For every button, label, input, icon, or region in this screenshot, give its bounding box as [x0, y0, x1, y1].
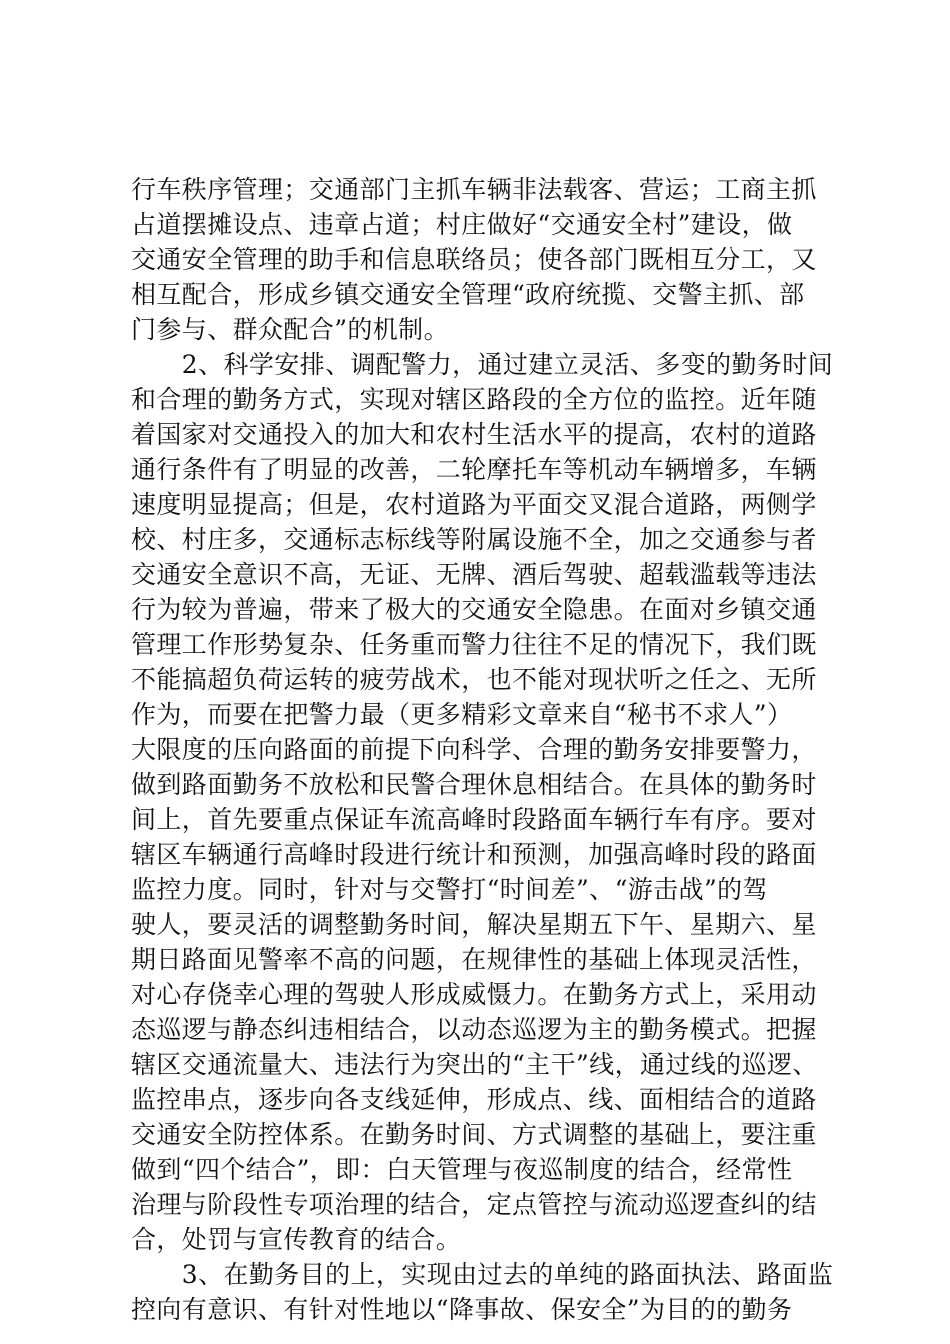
text-line: 占道摆摊设点、违章占道；村庄做好“交通安全村”建设，做	[131, 210, 793, 239]
text-line: 行为较为普遍，带来了极大的交通安全隐患。在面对乡镇交通	[131, 595, 817, 624]
text-line: 做到“四个结合”，即：白天管理与夜巡制度的结合，经常性	[131, 1155, 793, 1184]
text-line: 对心存侥幸心理的驾驶人形成威慑力。在勤务方式上，采用动	[131, 980, 817, 1009]
text-line: 门参与、群众配合”的机制。	[131, 315, 449, 344]
text-line: 行车秩序管理；交通部门主抓车辆非法载客、营运；工商主抓	[131, 175, 817, 204]
text-line: 态巡逻与静态纠违相结合，以动态巡逻为主的勤务模式。把握	[131, 1015, 817, 1044]
text-line: 辖区车辆通行高峰时段进行统计和预测，加强高峰时段的路面	[131, 840, 817, 869]
text-line: 做到路面勤务不放松和民警合理休息相结合。在具体的勤务时	[131, 770, 817, 799]
text-line: 控向有意识、有针对性地以“降事故、保安全”为目的的勤务	[131, 1295, 793, 1324]
text-line: 监控力度。同时，针对与交警打“时间差”、“游击战”的驾	[131, 875, 768, 904]
text-line: 相互配合，形成乡镇交通安全管理“政府统揽、交警主抓、部	[131, 280, 805, 309]
text-line: 通行条件有了明显的改善，二轮摩托车等机动车辆增多，车辆	[131, 455, 817, 484]
text-line: 着国家对交通投入的加大和农村生活水平的提高，农村的道路	[131, 420, 817, 449]
text-line: 交通安全防控体系。在勤务时间、方式调整的基础上，要注重	[131, 1120, 817, 1149]
text-line: 管理工作形势复杂、任务重而警力往往不足的情况下，我们既	[131, 630, 817, 659]
text-line: 和合理的勤务方式，实现对辖区路段的全方位的监控。近年随	[131, 385, 817, 414]
text-line: 校、村庄多，交通标志标线等附属设施不全，加之交通参与者	[131, 525, 817, 554]
text-line: 间上，首先要重点保证车流高峰时段路面车辆行车有序。要对	[131, 805, 817, 834]
text-line: 大限度的压向路面的前提下向科学、合理的勤务安排要警力，	[131, 735, 817, 764]
text-line: 治理与阶段性专项治理的结合，定点管控与流动巡逻查纠的结	[131, 1190, 817, 1219]
text-line: 交通安全管理的助手和信息联络员；使各部门既相互分工，又	[131, 245, 817, 274]
text-line: 3、在勤务目的上，实现由过去的单纯的路面执法、路面监	[131, 1260, 834, 1289]
text-line: 合，处罚与宣传教育的结合。	[131, 1225, 462, 1254]
text-line: 监控串点，逐步向各支线延伸，形成点、线、面相结合的道路	[131, 1085, 817, 1114]
text-line: 不能搞超负荷运转的疲劳战术，也不能对现状听之任之、无所	[131, 665, 817, 694]
text-line: 作为，而要在把警力最（更多精彩文章来自“秘书不求人”）	[131, 700, 793, 729]
body-text	[131, 172, 834, 1327]
text-line: 期日路面见警率不高的问题，在规律性的基础上体现灵活性，	[131, 945, 817, 974]
text-line: 驶人，要灵活的调整勤务时间，解决星期五下午、星期六、星	[131, 910, 817, 939]
text-line: 辖区交通流量大、违法行为突出的“主干”线，通过线的巡逻、	[131, 1050, 818, 1079]
text-line: 速度明显提高；但是，农村道路为平面交叉混合道路，两侧学	[131, 490, 817, 519]
text-line: 2、科学安排、调配警力，通过建立灵活、多变的勤务时间	[131, 350, 834, 379]
text-line: 交通安全意识不高，无证、无牌、酒后驾驶、超载滥载等违法	[131, 560, 817, 589]
